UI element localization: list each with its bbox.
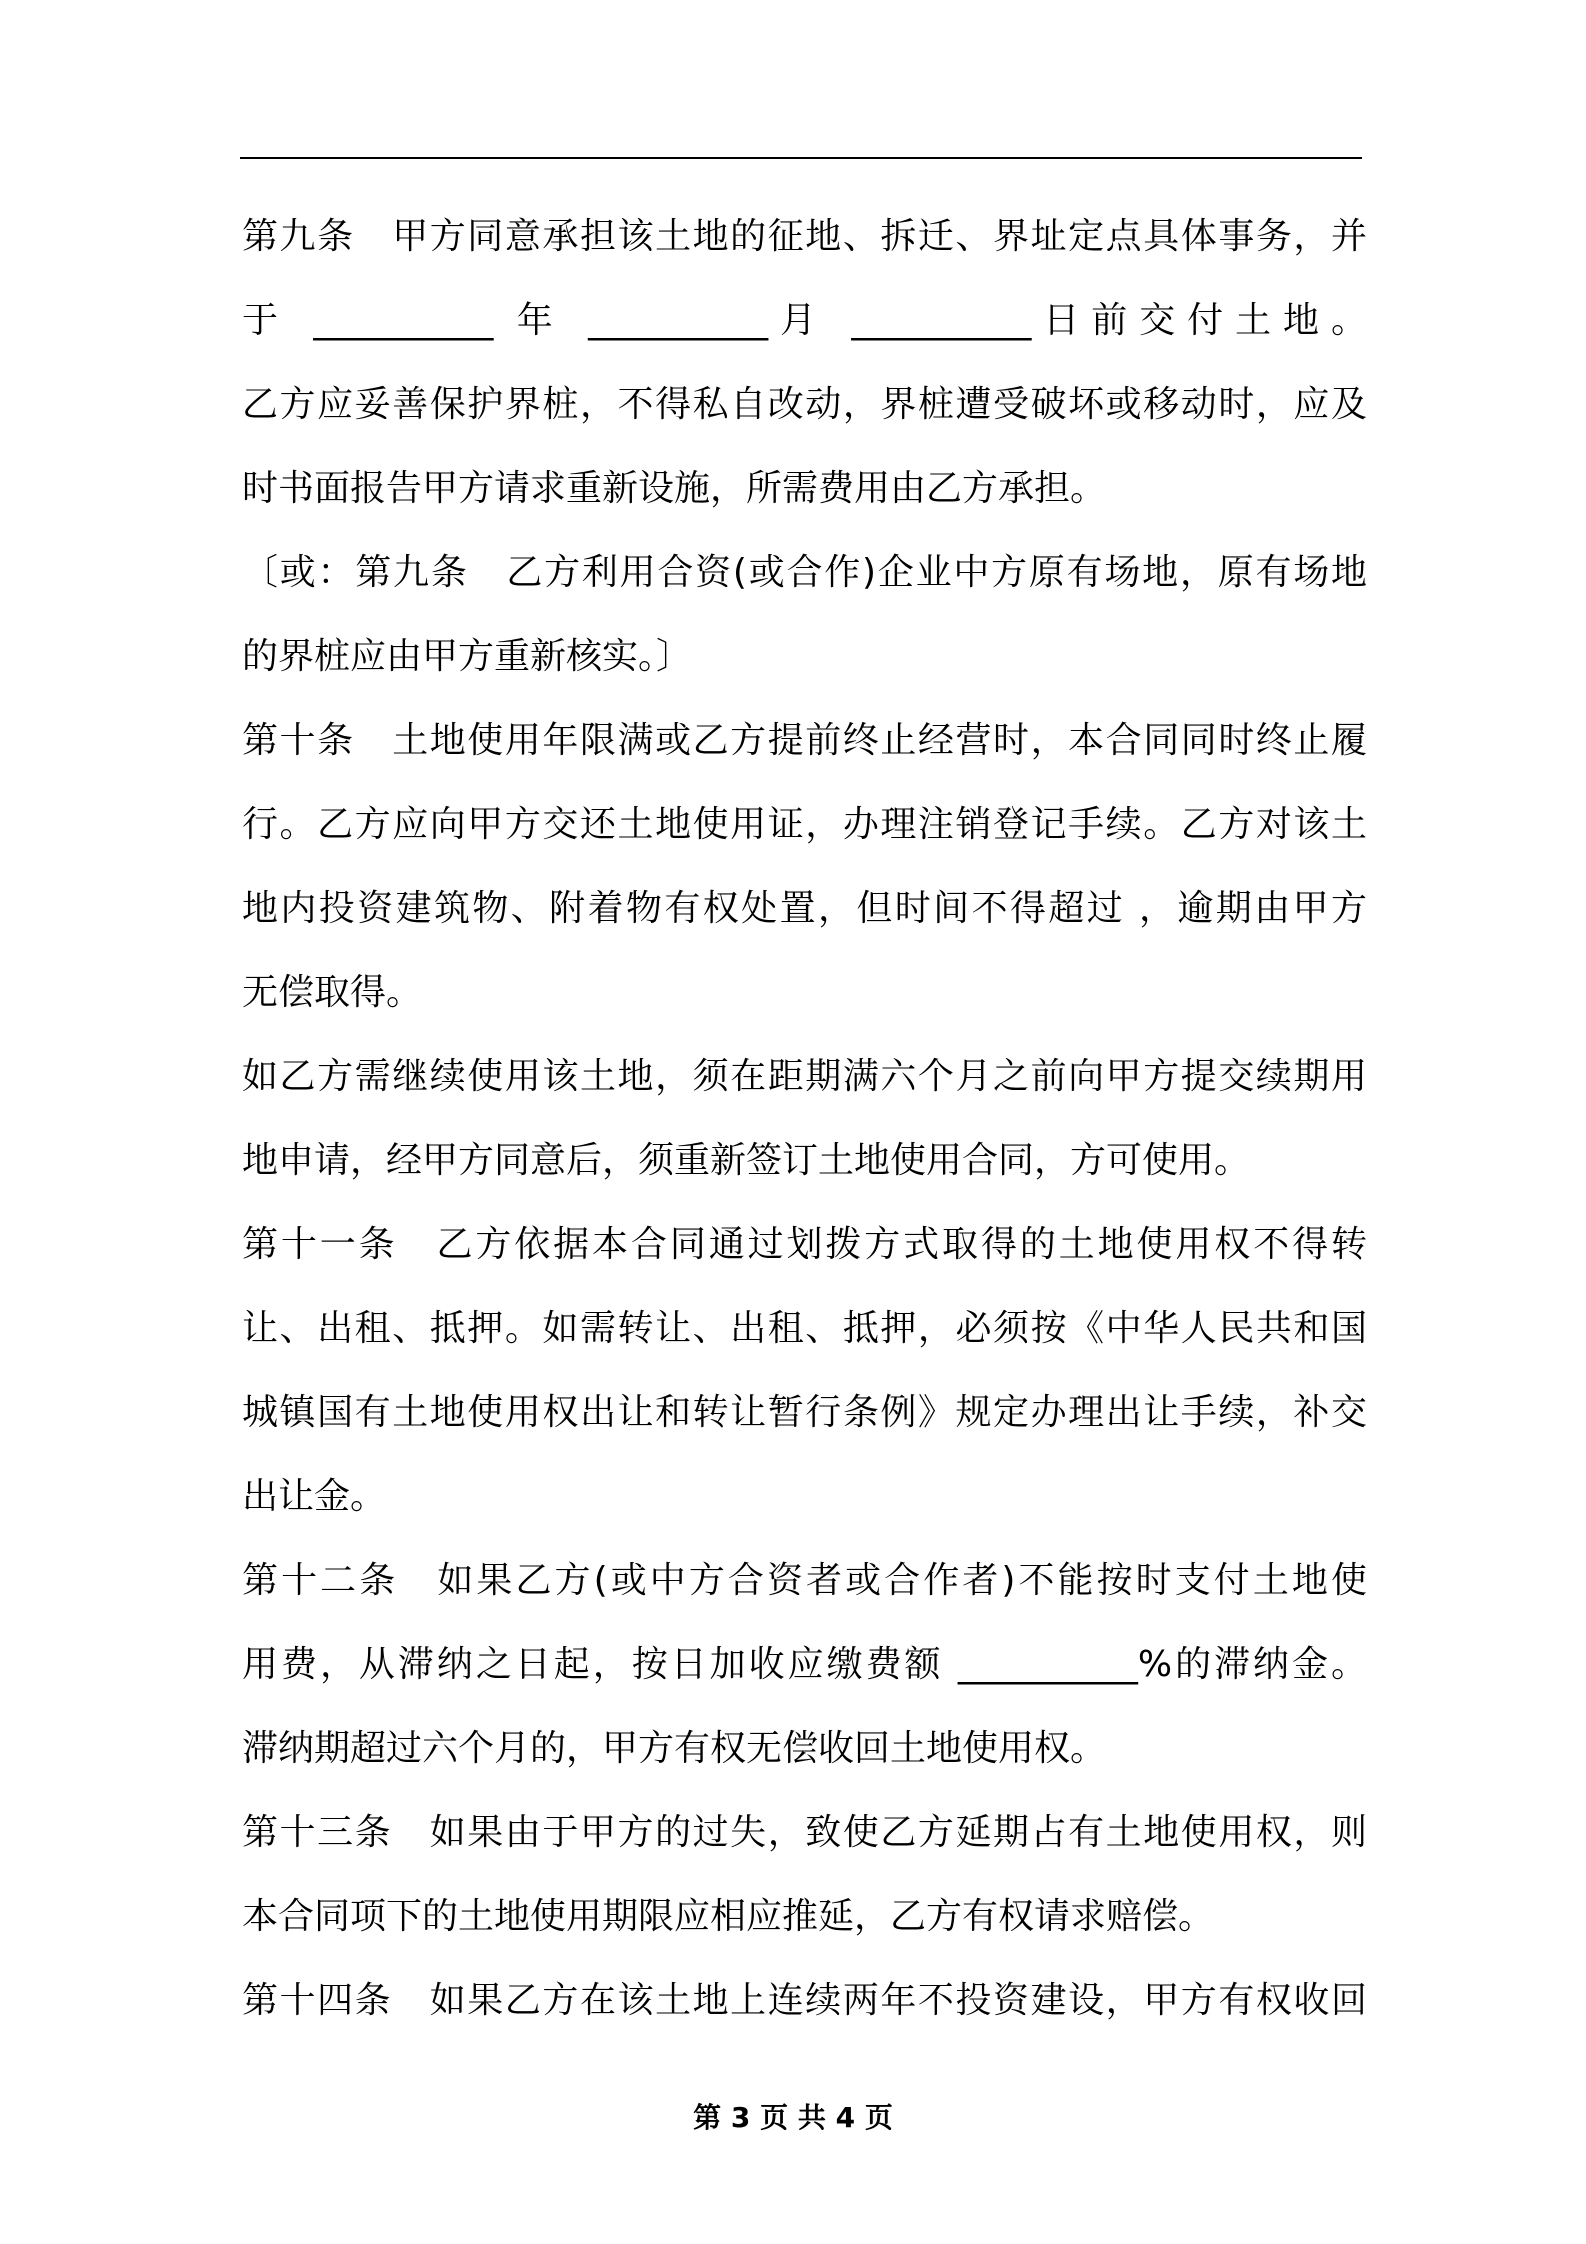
text-line: 本合同项下的土地使用期限应相应推延，乙方有权请求赔偿。 xyxy=(242,1896,1215,1937)
text-line: 第九条 甲方同意承担该土地的征地、拆迁、界址定点具体事务，并 xyxy=(242,216,1367,257)
text-line: 地申请，经甲方同意后，须重新签订土地使用合同，方可使用。 xyxy=(242,1140,1251,1181)
text-line: 的界桩应由甲方重新核实。〕 xyxy=(242,636,693,677)
text-line: 第十一条 乙方依据本合同通过划拨方式取得的土地使用权不得转 xyxy=(242,1224,1367,1265)
text-line: 城镇国有土地使用权出让和转让暂行条例》规定办理出让手续，补交 xyxy=(242,1392,1367,1433)
text-line: 出让金。 xyxy=(242,1476,387,1517)
document-body xyxy=(242,195,1367,2043)
text-line: 时书面报告甲方请求重新设施，所需费用由乙方承担。 xyxy=(242,468,1107,509)
text-line: 无偿取得。 xyxy=(242,972,423,1013)
text-line: 乙方应妥善保护界桩，不得私自改动，界桩遭受破坏或移动时，应及 xyxy=(242,384,1367,425)
text-line: 于 __________ 年 __________月 __________日前交付土地。 xyxy=(242,300,1367,341)
text-line: 第十四条 如果乙方在该土地上连续两年不投资建设，甲方有权收回 xyxy=(242,1980,1367,2021)
text-line: 第十条 土地使用年限满或乙方提前终止经营时，本合同同时终止履 xyxy=(242,720,1367,761)
text-line: 让、出租、抵押。如需转让、出租、抵押，必须按《中华人民共和国 xyxy=(242,1308,1367,1349)
text-line: 〔或：第九条 乙方利用合资(或合作)企业中方原有场地，原有场地 xyxy=(242,552,1367,593)
text-line: 第十三条 如果由于甲方的过失，致使乙方延期占有土地使用权，则 xyxy=(242,1812,1367,1853)
text-line: 第十二条 如果乙方(或中方合资者或合作者)不能按时支付土地使 xyxy=(242,1560,1367,1601)
page-number-footer: 第 3 页 共 4 页 xyxy=(693,2101,893,2134)
text-line: 行。乙方应向甲方交还土地使用证，办理注销登记手续。乙方对该土 xyxy=(242,804,1367,845)
text-line: 滞纳期超过六个月的，甲方有权无偿收回土地使用权。 xyxy=(242,1728,1107,1769)
text-line: 地内投资建筑物、附着物有权处置，但时间不得超过 ，逾期由甲方 xyxy=(242,888,1367,929)
header-rule xyxy=(240,157,1362,159)
text-line: 如乙方需继续使用该土地，须在距期满六个月之前向甲方提交续期用 xyxy=(242,1056,1367,1097)
text-line: 用费，从滞纳之日起，按日加收应缴费额 __________%的滞纳金。 xyxy=(242,1644,1367,1685)
